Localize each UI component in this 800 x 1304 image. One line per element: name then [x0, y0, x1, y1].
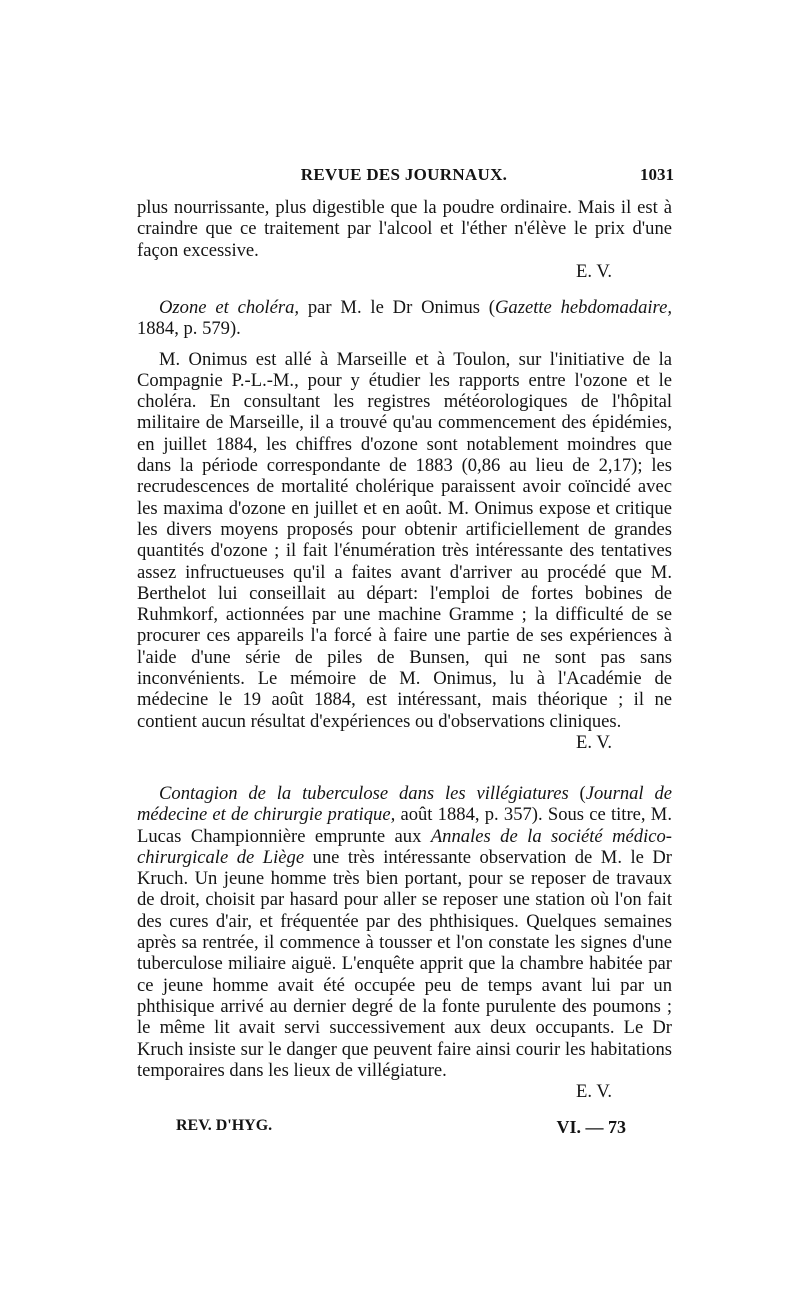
running-header [134, 165, 674, 189]
article-ozone-title: Ozone et choléra, [159, 297, 300, 318]
article-ozone-signature: E. V. [576, 731, 612, 753]
article-ozone-author: par M. le Dr Onimus ( [299, 297, 495, 318]
article-ozone-source: Gazette hebdomadaire, [495, 297, 672, 318]
intro-block [137, 197, 672, 282]
article-tuberculose-ref: août 1884, p. 357). [395, 804, 548, 826]
article-ozone [137, 297, 672, 753]
article-ozone-heading [137, 297, 672, 340]
article-tuberculose-source: Journal de médecine et de chirurgie pratique, [137, 783, 672, 826]
article-tuberculose-body-a: Sous ce titre, M. Lucas Championnière emprunte aux [137, 804, 672, 847]
footer-journal: REV. D'HYG. [176, 1117, 273, 1134]
intro-paragraph: plus nourrissante, plus digestible que la poudre ordinaire. Mais il est à craindre que ce traitement par l'alcool et l'éther n'élève le prix d'une façon excessive. [137, 197, 672, 261]
article-tuberculose-annales: Annales de la société médico-chirurgicale de Liège [137, 825, 672, 868]
intro-signature: E. V. [576, 260, 612, 282]
article-tuberculose-signature: E. V. [576, 1081, 612, 1103]
article-ozone-ref: 1884, p. 579). [137, 318, 241, 340]
article-tuberculose-title: Contagion de la tuberculose dans les villégiatures [159, 783, 569, 804]
running-title: REVUE DES JOURNAUX. [300, 165, 508, 184]
page-number: 1031 [640, 165, 674, 184]
article-tuberculose [137, 783, 672, 1102]
article-ozone-body: M. Onimus est allé à Marseille et à Toulon, sur l'initiative de la Compagnie P.-L.-M., pour y étudier les rapports entre l'ozone et le choléra. En consultant les registres météorologiques de l'hôpital militaire de Marseille, il a trouvé qu'au commencement des épidémies, en juillet 1884, les chiffres d'ozone sont notablement moindres que dans la période correspondante de 1883 (0,86 au lieu de 2,17); les recrudescences de mortalité cholérique paraissent avoir coïncidé avec les maxima d'ozone en juillet et en août. M. Onimus expose et critique les divers moyens proposés pour obtenir artificiellement de grandes quantités d'ozone ; il fait l'énumération très intéressante des tentatives assez infructueuses qu'il a faites avant d'arriver au procédé que M. Berthelot lui conseillait au départ: l'emploi de fortes bobines de Ruhmkorf, actionnées par une machine Gramme ; la difficulté de se procurer ces appareils l'a forcé à faire une partie de ses expériences à l'aide d'une série de piles de Bunsen, qui ne sont pas sans inconvénients. Le mémoire de M. Onimus, lu à l'Académie de médecine le 19 août 1884, est intéressant, mais théorique ; il ne contient aucun résultat d'expériences ou d'observations cliniques. [137, 348, 672, 732]
article-tuberculose-paren: ( [568, 783, 586, 804]
article-tuberculose-body-b: une très intéressante observation de M. le Dr Kruch. Un jeune homme très bien portant, pour se reposer de travaux de droit, choisit par hasard pour aller se reposer une station où l'on fait des cures d'air, et fréquentée par des phthisiques. Quelques semaines après sa rentrée, il commence à tousser et l'on constate les signes d'une tuberculose miliaire aiguë. L'enquête apprit que la chambre habitée par ce jeune homme avait été occupée peu de temps avant lui par un phthisique arrivé au dernier degré de la fonte purulente des poumons ; le même lit avait servi successivement aux deux occupants. Le Dr Kruch insiste sur le danger que peuvent faire ainsi courir les habitations temporaires dans les lieux de villégiature. [137, 846, 672, 1081]
article-tuberculose-paragraph [137, 783, 672, 1081]
footer-signature-mark: VI. — 73 [556, 1117, 626, 1137]
